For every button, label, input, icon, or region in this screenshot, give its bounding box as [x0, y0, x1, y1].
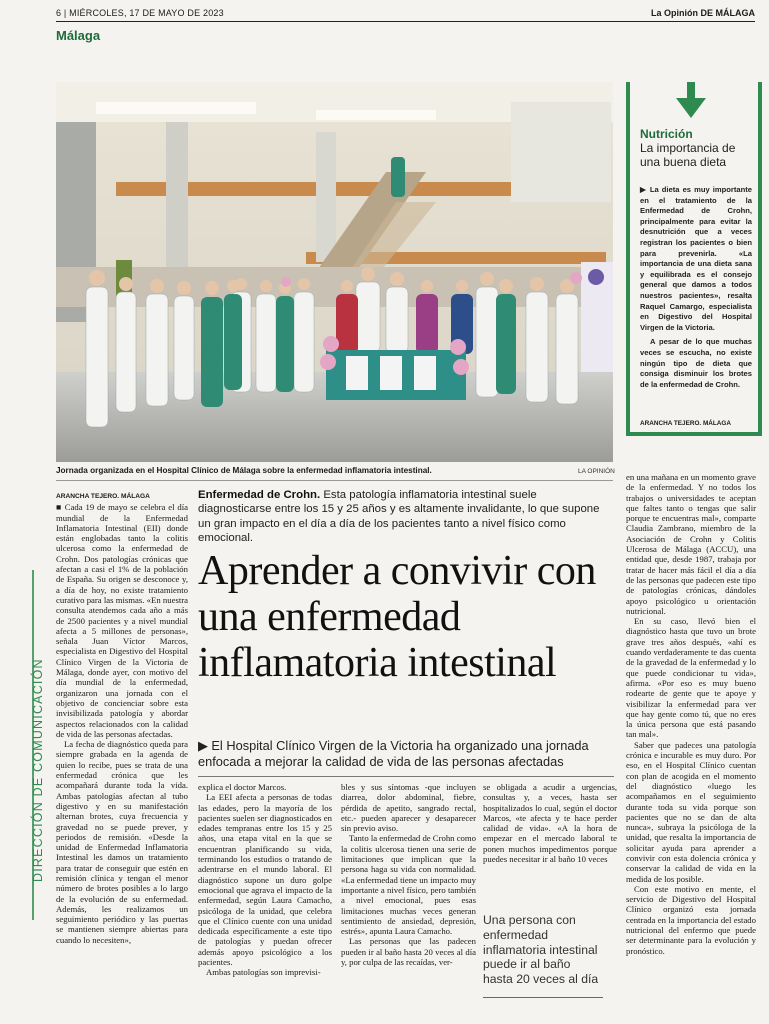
article-column-3 [341, 782, 476, 967]
pull-quote: Una persona con enfermedad inflamatoria intestinal puede ir al baño hasta 20 veces al día [483, 913, 599, 987]
article-column-2 [198, 782, 332, 978]
newspaper-name: La Opinión DE MÁLAGA [651, 8, 755, 18]
article-paragraph: ■ Cada 19 de mayo se celebra el día mundial de la Enfermedad Inflamatoria Intestinal (EII) donde están englobadas tanto la colitis ulcerosa como la enfermedad de Crohn. Dos patologías crónicas que afectan a casi el 1% de la población de España. Su origen se desconoce y, a día de hoy, no existe tratamiento curativo para las mismas. «En nuestra consulta atendemos cada año a más de 2500 pacientes y a nivel mundial afecta a 5 millones de personas», señala Juan Víctor Marcos, especialista en Digestivo del Hospital Clínico Virgen de la Victoria de Málaga, donde ayer, con motivo del día mundial de la enfermedad, organizaron una jornada con el objetivo de concienciar sobre esta invisibilizada patología y abordar aspectos relacionados con la calidad de vida de las personas afectadas. [56, 502, 188, 739]
sidebar-byline: ARANCHA TEJERO. MÁLAGA [640, 420, 732, 427]
article-byline: ARANCHA TEJERO. MÁLAGA [56, 493, 150, 500]
article-paragraph: se obligada a acudir a urgencias, consultas y, a veces, hasta ser hospitalizados lo cual, según el doctor Marcos, «te afecta y te hace perder calidad de vida». «A la hora de empezar en el mercado laboral te ponen muchos impedimentos porque puedes necesitar ir al baño 10 veces [483, 782, 617, 865]
article-paragraph: La fecha de diagnóstico queda para siempre grabada en la agenda de quien lo recibe, pues se trata de una enfermedad crónica que les acompañará durante toda la vida. Ambas patologías afectan al tubo digestivo y en su manifestación alternan brotes, cuya frecuencia y gravedad no se puede prever, y periodos de remisión. «Desde la unidad de Enfermedad Inflamatoria Intestinal les damos un tratamiento para tratar de conseguir que estén en remisión clínica y tengan el menor número de brotes posibles a lo largo de la evolución de su enfermedad. Además, les realizamos un seguimiento periódico y las puertas se mantienen siempre abiertas para cuando lo necesiten», [56, 739, 188, 945]
sidebar-paragraph: A pesar de lo que muchas veces se escucha, no existe ningún tipo de dieta que consiga disminuir los brotes de la enfermedad de Crohn. [640, 337, 752, 389]
arrow-down-icon [676, 82, 706, 120]
photo-illustration [56, 82, 613, 462]
lede-text: Esta patología inflamatoria intestinal suele diagnosticarse entre los 15 y 25 años y es altamente invalidante, lo que supone un gran impacto en el día a día de los pacientes tanto a nivel físico como emocional. [198, 489, 600, 545]
article-paragraph: En su caso, llevó bien el diagnóstico hasta que tuvo un brote grave tres años después, «ahí es cuando verdaderamente te das cuenta de la gravedad de la enfermedad y lo que puede condicionar tu vida», afirma. «Por eso es muy bueno rodearte de gente que te apoye y visibilizar la enfermedad para ver que hay gente como tú, que no eres la única persona que está pasando tan mal». [626, 616, 756, 740]
pull-quote-rule [483, 997, 603, 998]
section-title: Málaga [56, 28, 101, 43]
headline: Aprender a convivir con una enfermedad inflamatoria intestinal [198, 548, 596, 686]
caption-rule [56, 480, 613, 481]
event-photo [56, 82, 613, 462]
lede-label: Enfermedad de Crohn. [198, 489, 321, 501]
subheadline: ▶ El Hospital Clínico Virgen de la Victoria ha organizado una jornada enfocada a mejorar la calidad de vida de las personas afectadas [198, 738, 589, 769]
sidebar-paragraph: ▶ La dieta es muy importante en el tratamiento de la Enfermedad de Crohn, principalmente para evitar la desnutrición que a veces registran los pacientes o bien para prevenirla. «La importancia de una dieta sana y equilibrada es el consejo general que damos a todos nuestros pacientes», resalta Raquel Camargo, especialista en Digestivo del Hospital Virgen de la Victoria. [640, 185, 752, 332]
header-rule [56, 21, 755, 22]
article-paragraph: bles y sus síntomas -que incluyen diarrea, dolor abdominal, fiebre, pérdida de apetito, sangrado rectal, etc.- pueden aparecer y desaparecer sin previo aviso. [341, 782, 476, 834]
article-paragraph: Tanto la enfermedad de Crohn como la colitis ulcerosa tienen una serie de limitaciones que implican que la persona haga su vida con normalidad. «La enfermedad tiene un impacto muy importante a nivel físico, pero también a nivel emocional, pues esas limitaciones muchas veces generan sentimiento de ansiedad, depresión, estrés», apunta Laura Camacho. [341, 833, 477, 937]
subhead-rule [198, 776, 614, 777]
article-paragraph: Saber que padeces una patología crónica e incurable es muy duro. Por eso, en el Hospital Clínico cuentan con plan de acogida en el momento del diagnóstico «luego les acompañamos en el seguimiento durante toda su vida porque son pacientes que no se dan de alta nunca», subraya la psicóloga de la unidad, que resalta la importancia de solicitar ayuda para aprender a convivir con esta dolencia crónica y conservar la calidad de vida en la medida de los posible. [626, 739, 756, 884]
article-paragraph: La EEI afecta a personas de todas las edades, pero la mayoría de los pacientes suelen ser diagnosticados en edades tempranas entre los 15 y 25 años, una etapa vital en la que se encuentran planificando su vida, terminando los estudios o tratando de adentrarse en el mundo laboral. El diagnóstico supone un duro golpe emocional que agrava el impacto de la enfermedad, según Laura Camacho, psicóloga de la unidad, que celebra que el Clínico cuente con una unidad dedicada específicamente a este tipo de patologías y puedan ofrecer además apoyo psicológico a los pacientes. [198, 792, 332, 968]
vertical-stamp: DIRECCIÓN DE COMUNICACIÓN [31, 658, 45, 882]
sidebar-subtitle: La importancia de una buena dieta [640, 141, 736, 169]
article-paragraph: explica el doctor Marcos. [198, 782, 287, 792]
photo-credit: LA OPINIÓN [578, 468, 615, 475]
article-paragraph: Ambas patologías son imprevisi- [206, 967, 321, 978]
article-paragraph: Con este motivo en mente, el servicio de Digestivo del Hospital Clínico organizó esta jornada centrada en la importancia del estado nutricional del enfermo que puede ser determinante para la evolución y pronóstico. [626, 883, 756, 956]
sidebar-title: Nutrición [640, 127, 693, 141]
article-column-5 [626, 472, 756, 956]
article-column-1 [56, 492, 188, 945]
photo-caption: Jornada organizada en el Hospital Clínico de Málaga sobre la enfermedad inflamatoria intestinal. [56, 466, 432, 475]
article-paragraph: en una mañana en un momento grave de la enfermedad. Y no todos los trabajos o universidades te aceptan que faltes tanto o tengas que salir porque te encuentras mal», comparte Claudia Zambrano, miembro de la Asociación de Crohn y Colitis Ulcerosa de Málaga (ACCU), una entidad que, desde 1987, trabaja por tratar de hacer más fácil el día a día de las personas que padecen este tipo de patologías crónicas, dándoles apoyo psicológico u orientación nutricional. [626, 472, 756, 616]
article-paragraph: Las personas que las padecen pueden ir al baño hasta 20 veces al día y, por culpa de las recaídas, ver- [341, 936, 476, 968]
lede [198, 488, 610, 546]
sidebar-text [640, 185, 752, 394]
article-column-4 [483, 782, 617, 864]
page-date: 6 | MIÉRCOLES, 17 DE MAYO DE 2023 [56, 8, 224, 18]
